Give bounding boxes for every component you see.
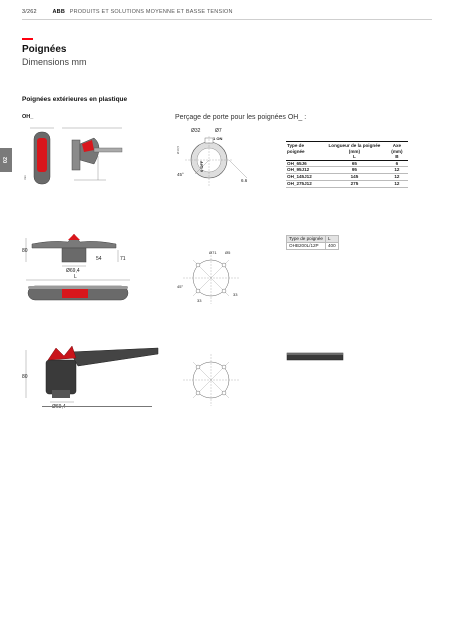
page-title: Poignées (22, 44, 67, 55)
page-number: 3/262 (22, 9, 37, 15)
drill-label-off: 0 OFF (199, 160, 204, 172)
brand-name: ABB (52, 9, 66, 15)
drill-label-on: 1 ON (213, 136, 223, 141)
drill-label-dim: 6.6 (241, 178, 248, 183)
handle-dimensions-table (286, 141, 408, 188)
col-header-type: Type de poignée (287, 236, 326, 243)
door-drilling-drawing (175, 124, 275, 194)
svg-text:33: 33 (233, 292, 238, 297)
drilling-template-3 (175, 350, 247, 410)
section-name: PRODUITS ET SOLUTIONS MOYENNE ET BASSE TENSION (69, 9, 233, 15)
drill-label-d32: Ø32 (191, 128, 201, 134)
subheader-B: B (386, 154, 408, 160)
series-label: OH_ (22, 114, 34, 120)
page-subtitle: Dimensions mm (22, 57, 87, 67)
table-row: OH_145J12 145 12 (286, 174, 408, 181)
svg-text:Ø5: Ø5 (225, 250, 231, 255)
oh-handle-drawing (22, 120, 140, 198)
dim-80-b: 80 (22, 374, 28, 380)
page-header (22, 9, 233, 15)
col-header-axis: Axe (mm) (386, 142, 408, 155)
table-row: OH_65J6 65 6 (286, 160, 408, 167)
drilling-template-2 (175, 248, 247, 308)
subheader-L: L (323, 154, 386, 160)
section-title: Poignées extérieures en plastique (22, 96, 128, 103)
dim-69-b: Ø69,4 (52, 404, 66, 410)
long-handle-table (286, 235, 339, 250)
table-row: OHB200L/12P 400 (287, 243, 339, 250)
dim-69: Ø69,4 (66, 268, 80, 274)
drilling-title: Perçage de porte pour les poignées OH_ : (175, 114, 307, 121)
dim-L: L (74, 274, 77, 280)
col-header-L: L (325, 236, 338, 243)
dimension-line (42, 406, 152, 407)
header-divider (22, 19, 432, 20)
drill-label-d7: Ø7 (215, 128, 222, 134)
chapter-tab[interactable]: 02 (0, 148, 12, 172)
svg-text:min: min (23, 175, 27, 180)
col-header-length: Longueur de la poignée (mm) (323, 142, 386, 155)
table-row: OH_275J12 275 12 (286, 180, 408, 187)
svg-text:33: 33 (197, 298, 202, 303)
shaft-drawing (286, 350, 346, 364)
long-lever-handle-drawing (22, 340, 162, 410)
dim-80: 80 (22, 248, 28, 254)
title-accent-bar (22, 38, 33, 40)
svg-text:Ø10,5: Ø10,5 (176, 145, 180, 154)
table-row: OH_95J12 95 12 (286, 167, 408, 174)
dim-71: 71 (120, 256, 126, 262)
col-header-type: Type de poignée (286, 142, 323, 155)
svg-text:45°: 45° (177, 284, 184, 289)
wing-handle-drawing (22, 230, 142, 310)
svg-text:Ø71: Ø71 (209, 250, 217, 255)
drill-label-angle: 45° (177, 172, 184, 177)
dim-54: 54 (96, 256, 102, 262)
